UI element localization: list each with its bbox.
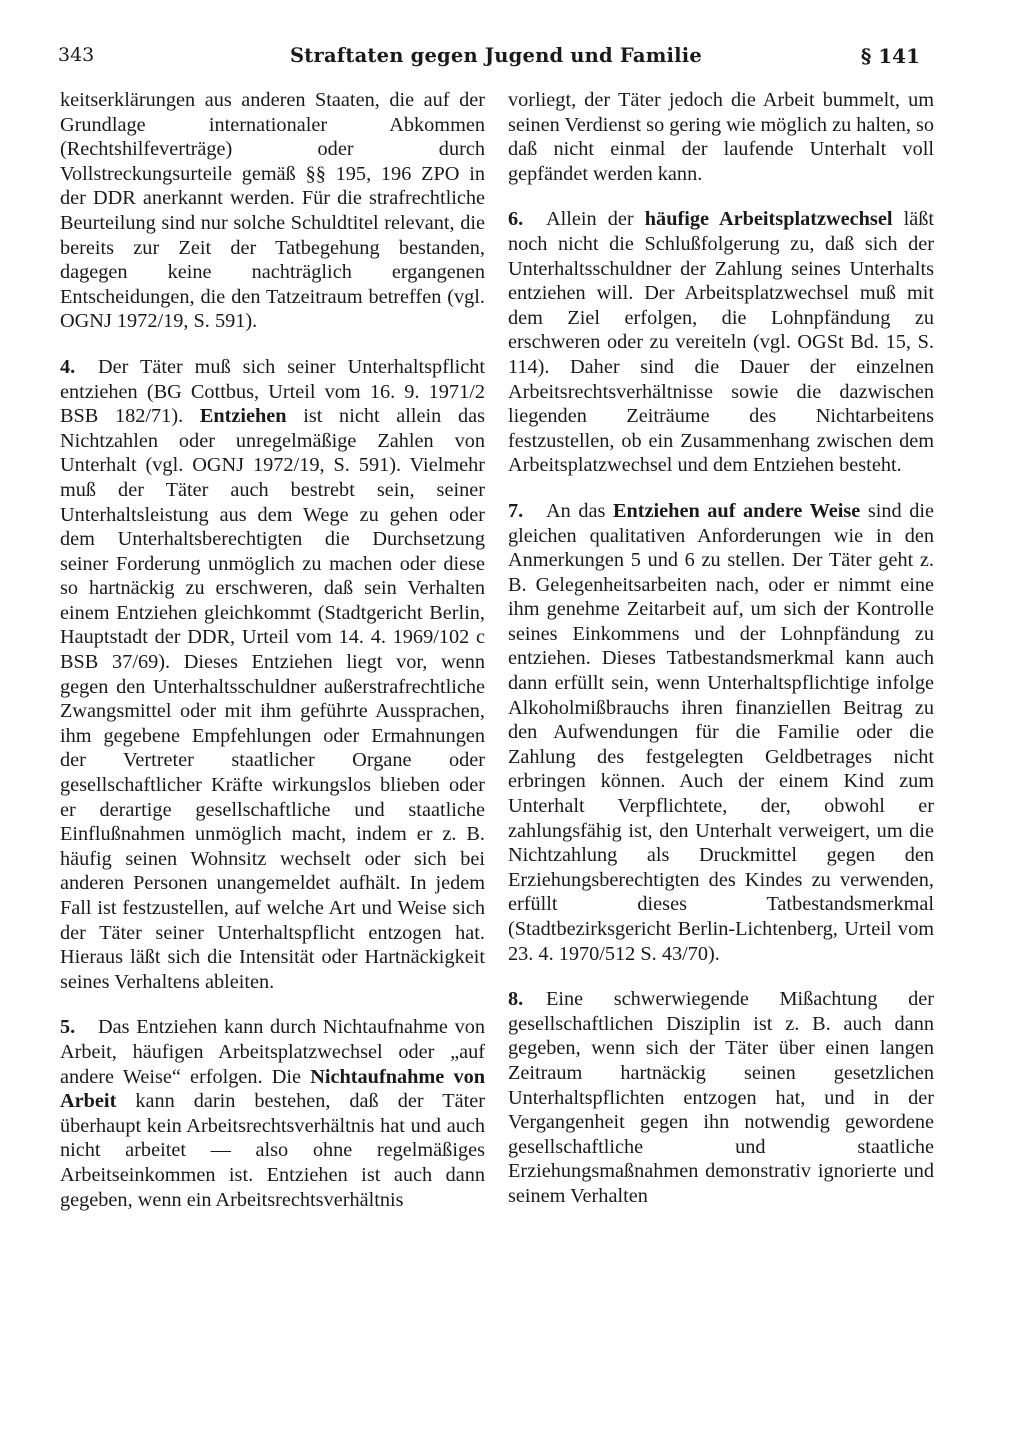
paragraph-text: Das Entziehen kann durch Nichtaufnahme von Arbeit, häufigen Arbeitsplatzwechsel oder „auf andere Weise“ erfolgen. Die [60, 1016, 485, 1088]
annotation-8 [508, 987, 934, 1208]
annotation-4 [60, 355, 485, 994]
bold-term: Entziehen auf andere Weise [612, 499, 861, 522]
page-number: 343 [58, 44, 95, 66]
paragraph-text: Der Täter muß sich seiner Unterhaltspflicht entziehen (BG Cottbus, Urteil vom 16. 9. 1971/2 BSB 182/71). [60, 355, 485, 428]
running-title: Straftaten gegen Jugend und Familie [290, 44, 702, 67]
paragraph-text: Eine schwerwiegende Mißachtung der gesellschaftlichen Disziplin ist z. B. auch dann gegeben, wenn sich der Täter über einen langen Zeitraum hartnäckig seinen gesetzlichen Unterhaltspflichten entzogen hat, und in der Vergangenheit gegen ihn notwendig gewordene gesellschaftliche und staatliche Erziehungsmaßnahmen demonstrativ ignorierte und seinem Verhalten [508, 988, 934, 1207]
paragraph-text: kann darin bestehen, daß der Täter überhaupt kein Arbeitsrechtsverhältnis hat und auch nicht arbeitet — also ohne regelmäßiges Arbeitseinkommen ist. Entziehen ist auch dann gegeben, wenn ein Arbeitsrechtsverhältnis [60, 1090, 485, 1211]
paragraph-continued [60, 88, 485, 334]
paragraph-text: läßt noch nicht die Schlußfolgerung zu, daß sich der Unterhaltsschuldner der Zahlung seines Unterhalts entziehen will. Der Arbeitsplatzwechsel muß mit dem Ziel erfolgen, die Lohnpfändung zu erschweren oder zu vereiteln (vgl. OGSt Bd. 15, S. 114). Daher sind die Dauer der einzelnen Arbeitsrechtsverhältnisse sowie die dazwischen liegenden Zeiträume des Nichtarbeitens festzustellen, ob ein Zusammenhang zwischen dem Arbeitsplatzwechsel und dem Entziehen besteht. [508, 208, 934, 477]
paragraph-text: An das [546, 499, 606, 522]
paragraph-text: Allein der [546, 208, 634, 231]
bold-term: Entziehen [199, 405, 287, 428]
paragraph-text: vorliegt, der Täter jedoch die Arbeit bummelt, um seinen Verdienst so gering wie möglich zu halten, so daß nicht einmal der laufende Unterhalt voll gepfändet werden kann. [508, 89, 935, 185]
left-column [60, 88, 485, 1212]
bold-term: häufige Arbeitsplatzwechsel [644, 208, 893, 231]
paragraph-continued [508, 88, 934, 186]
annotation-number: 8. [508, 988, 524, 1011]
page-header [58, 44, 920, 74]
right-column [508, 88, 934, 1209]
annotation-5 [60, 1015, 485, 1212]
annotation-number: 6. [508, 208, 524, 231]
annotation-number: 4. [60, 355, 76, 378]
bold-term: Nichtaufnahme von Arbeit [60, 1065, 486, 1113]
paragraph-text: keitserklärungen aus anderen Staaten, die auf der Grundlage internationaler Abkommen (Rechtshilfeverträge) oder durch Vollstreckungsurteile gemäß §§ 195, 196 ZPO in der DDR anerkannt werden. Für die strafrechtliche Beurteilung sind nur solche Schuldtitel relevant, die bereits zur Zeit der Tatbegehung bestanden, dagegen keine nachträglich ergangenen Entscheidungen, die den Tatzeitraum betreffen (vgl. OGNJ 1972/19, S. 591). [60, 89, 485, 333]
annotation-6 [508, 207, 934, 478]
annotation-7 [508, 499, 934, 966]
annotation-number: 5. [60, 1016, 76, 1039]
annotation-number: 7. [508, 499, 524, 522]
paragraph-text: sind die gleichen qualitativen Anforderungen wie in den Anmerkungen 5 und 6 zu stellen. Der Täter geht z. B. Gelegenheitsarbeiten nach, oder er nimmt eine ihm genehme Zeitarbeit auf, um sich der Kontrolle seines Einkommens und der Lohnpfändung zu entziehen. Dieses Tatbestandsmerkmal kann auch dann erfüllt sein, wenn Unterhaltspflichtige infolge Alkoholmißbrauchs ihren finanziellen Beitrag zu den Aufwendungen für die Familie oder die Zahlung des festgelegten Geldbetrages nicht erbringen können. Auch der einem Kind zum Unterhalt Verpflichtete, der, obwohl er zahlungsfähig ist, den Unterhalt verweigert, um die Nichtzahlung als Druckmittel gegen den Erziehungsberechtigten des Kindes zu verwenden, erfüllt dieses Tatbestandsmerkmal (Stadtbezirksgericht Berlin-Lichtenberg, Urteil vom 23. 4. 1970/512 S. 43/70). [508, 499, 934, 965]
paragraph-text: ist nicht allein das Nichtzahlen oder unregelmäßige Zahlen von Unterhalt (vgl. OGNJ 1972/19, S. 591). Vielmehr muß der Täter auch bestrebt sein, seiner Unterhaltsleistung aus dem Wege zu gehen oder dem Unterhaltsberechtigten die Durchsetzung seiner Forderung unmöglich zu machen oder diese so hartnäckig zu erschweren, daß sein Verhalten einem Entziehen gleichkommt (Stadtgericht Berlin, Hauptstadt der DDR, Urteil vom 14. 4. 1969/102 c BSB 37/69). Dieses Entziehen liegt vor, wenn gegen den Unterhaltsschuldner außerstrafrechtliche Zwangsmittel oder mit ihm geführte Aussprachen, ihm gegebene Empfehlungen oder Ermahnungen der Vertreter staatlicher Organe oder gesellschaftlicher Kräfte wirkungslos blieben oder er derartige gesellschaftliche und staatliche Einflußnahmen unmöglich macht, indem er z. B. häufig seinen Wohnsitz wechselt oder sich bei anderen Personen unangemeldet aufhält. In jedem Fall ist festzustellen, auf welche Art und Weise sich der Täter seiner Unterhaltspflicht entzogen hat. Hieraus läßt sich die Intensität oder Hartnäckigkeit seines Verhaltens ableiten. [60, 405, 485, 993]
section-reference: § 141 [860, 44, 920, 68]
